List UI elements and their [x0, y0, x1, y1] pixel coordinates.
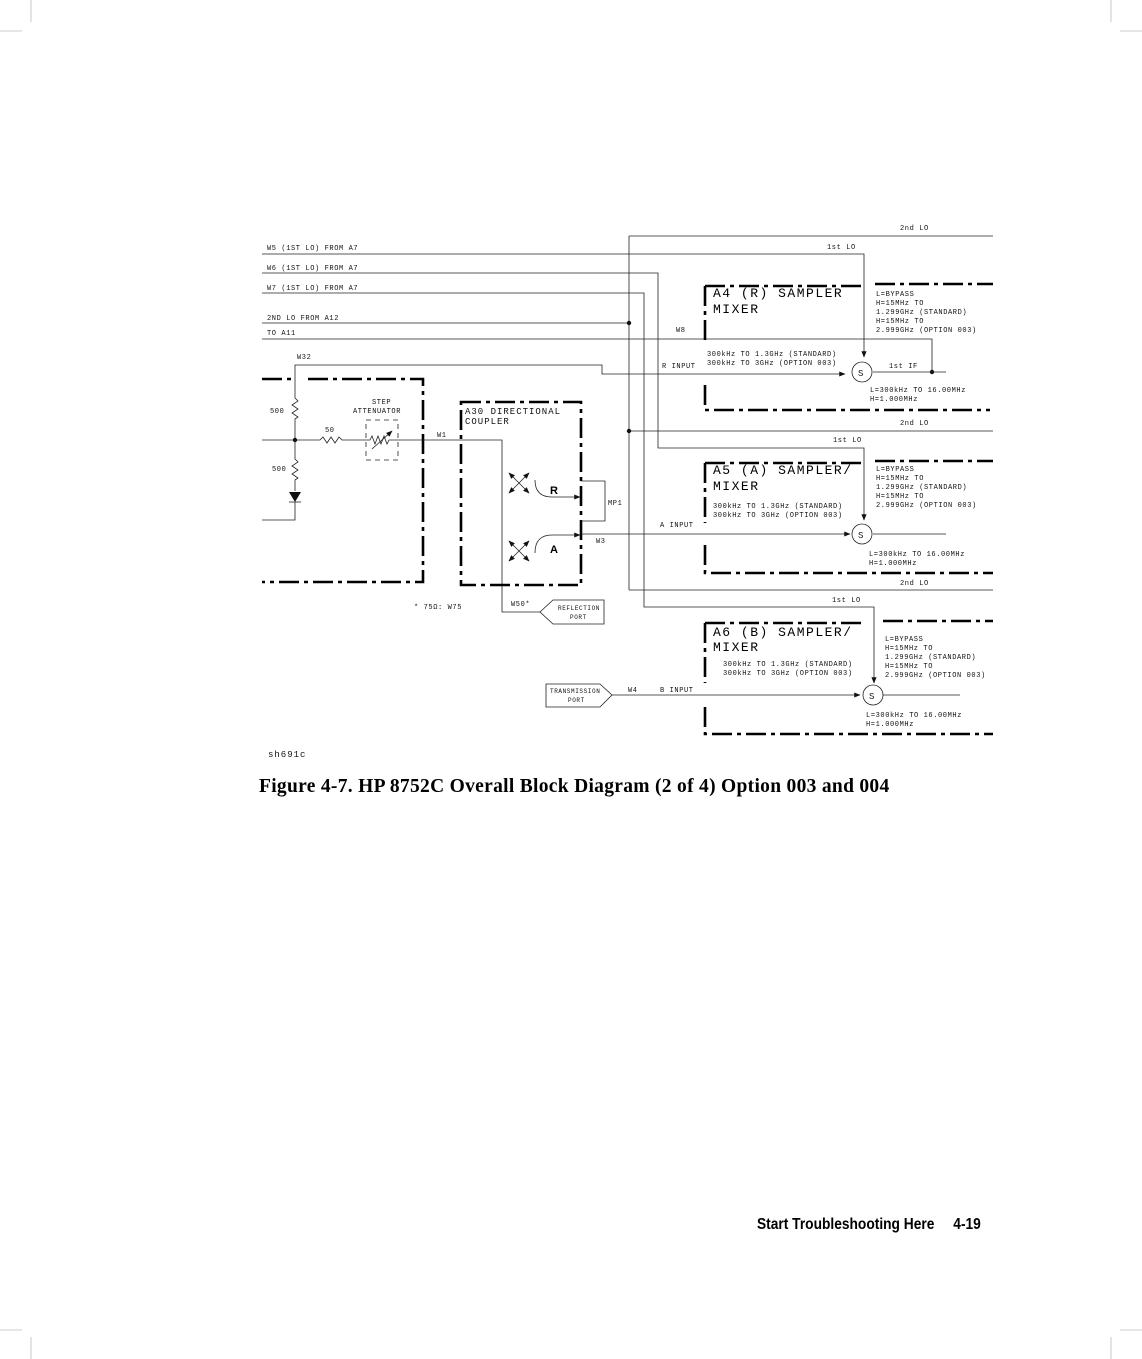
diagram-labels: [267, 225, 986, 760]
label-1st-lo-a4: 1st LO: [827, 244, 856, 252]
label-a4-bypass-1: H=15MHz TO: [876, 300, 925, 308]
label-a4-s: S: [858, 369, 865, 379]
label-1st-lo-a5: 1st LO: [833, 437, 862, 445]
label-a5-bypass-2: 1.299GHz (STANDARD): [876, 484, 968, 492]
label-a4-bypass-4: 2.999GHz (OPTION 003): [876, 327, 977, 335]
label-resistor-50: 50: [325, 427, 335, 435]
label-a5-s: S: [858, 531, 865, 541]
label-a6-bypass-0: L=BYPASS: [885, 636, 924, 644]
label-coupler-r: R: [550, 485, 558, 497]
label-a-input: A INPUT: [660, 522, 694, 530]
label-a4-title: A4 (R) SAMPLER: [713, 286, 844, 301]
label-reflection: REFLECTION: [558, 605, 601, 612]
label-a4-freq-std: 300kHz TO 1.3GHz (STANDARD): [707, 351, 837, 359]
label-1st-if: 1st IF: [889, 363, 918, 371]
label-a6-mixer: MIXER: [713, 640, 760, 655]
label-w1: W1: [437, 432, 447, 440]
label-w5: W5 (1ST LO) FROM A7: [267, 245, 359, 253]
label-resistor-500-top: 500: [270, 408, 285, 416]
label-w4: W4: [628, 687, 638, 695]
label-w32: W32: [297, 354, 312, 362]
label-mp1: MP1: [608, 500, 623, 508]
footer-section-title: Start Troubleshooting Here: [757, 1216, 935, 1233]
label-a5-lpf-0: L=300kHz TO 16.00MHz: [869, 551, 966, 559]
label-a4-bypass-0: L=BYPASS: [876, 291, 915, 299]
label-w3: W3: [596, 538, 606, 546]
label-step: STEP: [372, 399, 392, 407]
label-a6-title: A6 (B) SAMPLER/: [713, 625, 853, 640]
label-a4-bypass-3: H=15MHz TO: [876, 318, 925, 326]
label-2nd-lo-a6: 2nd LO: [900, 580, 929, 588]
label-a6-freq-std: 300kHz TO 1.3GHz (STANDARD): [723, 661, 853, 669]
label-a4-freq-opt: 300kHz TO 3GHz (OPTION 003): [707, 360, 837, 368]
label-transmission-port: PORT: [568, 697, 585, 704]
figure-caption: Figure 4-7. HP 8752C Overall Block Diagram (2 of 4) Option 003 and 004: [259, 776, 890, 797]
directional-coupler: [461, 402, 850, 585]
label-a6-lpf-1: H=1.000MHz: [866, 721, 915, 729]
label-to-a11: TO A11: [267, 330, 296, 338]
label-reflection-port: PORT: [570, 614, 587, 621]
drawing-id: sh691c: [268, 750, 307, 760]
footer-page-number: 4-19: [953, 1216, 981, 1233]
label-w8: W8: [676, 327, 686, 335]
label-w50: W50*: [511, 601, 531, 609]
label-coupler-title: A30 DIRECTIONAL: [465, 407, 562, 417]
label-a6-lpf-0: L=300kHz TO 16.00MHz: [866, 712, 963, 720]
label-a4-bypass-2: 1.299GHz (STANDARD): [876, 309, 968, 317]
label-a6-bypass-2: 1.299GHz (STANDARD): [885, 654, 977, 662]
label-b-input: B INPUT: [660, 687, 694, 695]
label-coupler-a: A: [550, 544, 558, 556]
label-coupler-subtitle: COUPLER: [465, 417, 510, 427]
label-a4-mixer: MIXER: [713, 302, 760, 317]
label-attenuator: ATTENUATOR: [353, 408, 402, 416]
label-a5-lpf-1: H=1.000MHz: [869, 560, 918, 568]
label-1st-lo-a6: 1st LO: [832, 597, 861, 605]
label-2nd-lo-a4: 2nd LO: [900, 225, 929, 233]
label-a6-bypass-3: H=15MHz TO: [885, 663, 934, 671]
label-a5-freq-opt: 300kHz TO 3GHz (OPTION 003): [713, 512, 843, 520]
label-a6-bypass-4: 2.999GHz (OPTION 003): [885, 672, 986, 680]
label-a4-lpf-1: H=1.000MHz: [870, 396, 919, 404]
label-a5-title: A5 (A) SAMPLER/: [713, 463, 853, 478]
label-a5-bypass-3: H=15MHz TO: [876, 493, 925, 501]
label-a6-freq-opt: 300kHz TO 3GHz (OPTION 003): [723, 670, 853, 678]
label-a6-bypass-1: H=15MHz TO: [885, 645, 934, 653]
label-a5-bypass-0: L=BYPASS: [876, 466, 915, 474]
label-resistor-500-bottom: 500: [272, 466, 287, 474]
label-a6-s: S: [869, 692, 876, 702]
label-2nd-lo-input: 2ND LO FROM A12: [267, 315, 340, 323]
label-a5-bypass-1: H=15MHz TO: [876, 475, 925, 483]
label-transmission: TRANSMISSION: [550, 688, 601, 695]
label-a5-mixer: MIXER: [713, 479, 760, 494]
label-a5-bypass-4: 2.999GHz (OPTION 003): [876, 502, 977, 510]
label-w6: W6 (1ST LO) FROM A7: [267, 265, 359, 273]
label-75-ohm-note: * 75Ω: W75: [414, 604, 463, 612]
label-r-input: R INPUT: [662, 363, 696, 371]
label-a5-freq-std: 300kHz TO 1.3GHz (STANDARD): [713, 503, 843, 511]
page-footer: [757, 1216, 981, 1234]
label-w7: W7 (1ST LO) FROM A7: [267, 285, 359, 293]
label-2nd-lo-a5: 2nd LO: [900, 420, 929, 428]
label-a4-lpf-0: L=300kHz TO 16.00MHz: [870, 387, 967, 395]
